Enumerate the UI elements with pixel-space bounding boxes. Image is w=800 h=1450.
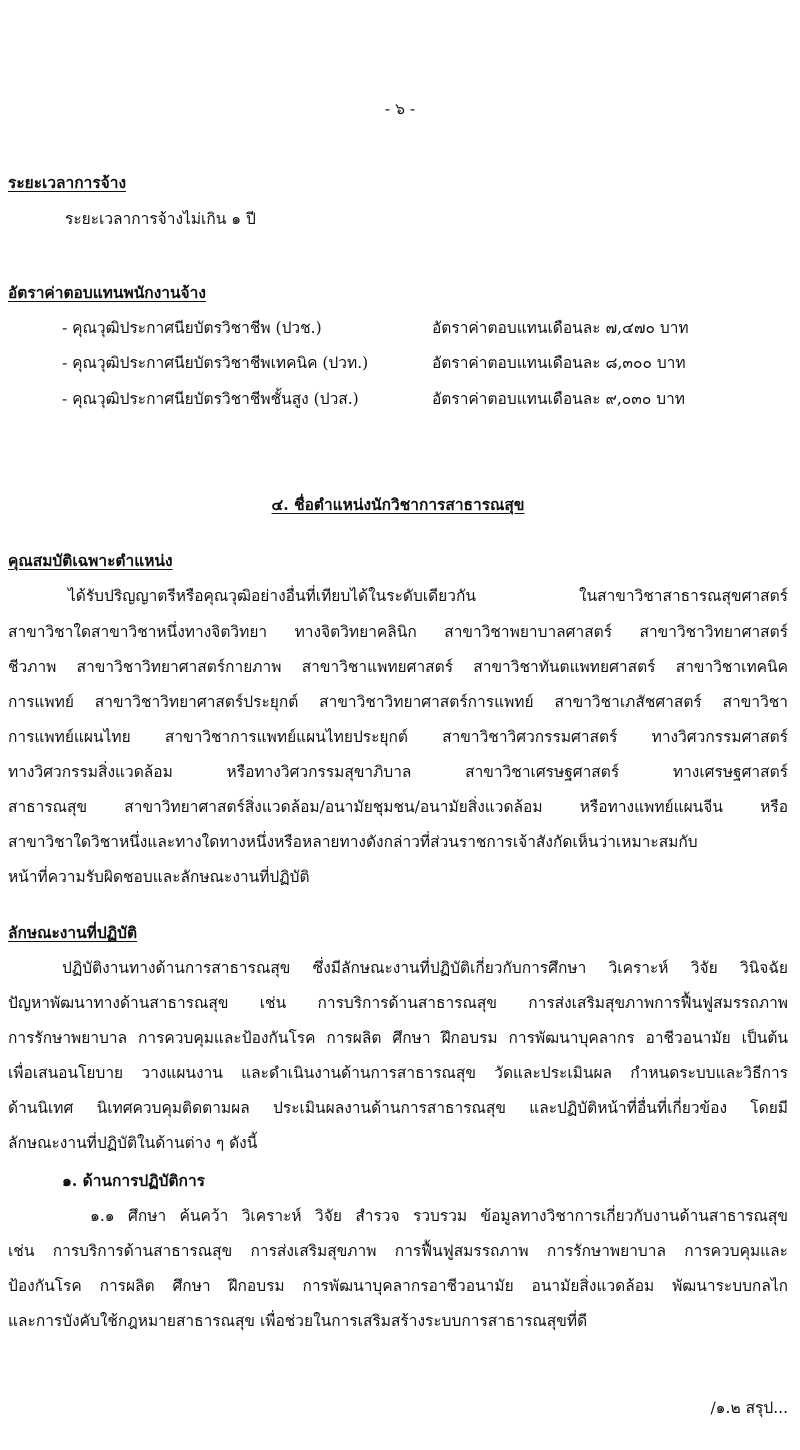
duties-line: เพื่อเสนอนโยบาย วางแผนงาน และดำเนินงานด้านการสาธารณสุข วัดและประเมินผล กำหนดระบบและวิธีการ <box>8 1064 788 1082</box>
operations-item-line: เช่น การบริการด้านสาธารณสุข การส่งเสริมสุขภาพ การฟื้นฟูสมรรถภาพ การรักษาพยาบาล การควบคุมและ <box>8 1242 788 1260</box>
qualifications-line: สาขาวิชาใดสาขาวิชาหนึ่งทางจิตวิทยา ทางจิตวิทยาคลินิก สาขาวิชาพยาบาลศาสตร์ สาขาวิชาวิทยาศาสตร์ <box>8 623 788 641</box>
operations-item-line: ๑.๑ ศึกษา ค้นคว้า วิเคราะห์ วิจัย สำรวจ รวบรวม ข้อมูลทางวิชาการเกี่ยวกับงานด้านสาธารณสุข <box>90 1207 788 1225</box>
operations-item-line: ป้องกันโรค การผลิต ศึกษา ฝึกอบรม การพัฒนาบุคลากรอาชีวอนามัย อนามัยสิ่งแวดล้อม พัฒนาระบบกลไก <box>8 1277 788 1295</box>
compensation-rate: อัตราค่าตอบแทนเดือนละ ๗,๔๗๐ บาท <box>432 319 689 337</box>
employment-period-heading: ระยะเวลาการจ้าง <box>8 173 127 192</box>
compensation-qualification: - คุณวุฒิประกาศนียบัตรวิชาชีพเทคนิค (ปวท.) <box>62 354 369 372</box>
duties-line: ปฏิบัติงานทางด้านการสาธารณสุข ซึ่งมีลักษณะงานที่ปฏิบัติเกี่ยวกับการศึกษา วิเคราะห์ วิจัย วินิจฉัย <box>62 959 788 977</box>
qualifications-line: ได้รับปริญญาตรีหรือคุณวุฒิอย่างอื่นที่เทียบได้ในระดับเดียวกัน ในสาขาวิชาสาธารณสุขศาสตร์ <box>68 587 788 605</box>
compensation-qualification: - คุณวุฒิประกาศนียบัตรวิชาชีพ (ปวช.) <box>62 319 322 337</box>
qualifications-line: การแพทย์แผนไทย สาขาวิชาการแพทย์แผนไทยประยุกต์ สาขาวิชาวิศวกรรมศาสตร์ ทางวิศวกรรมศาสตร์ <box>8 728 788 746</box>
compensation-rate: อัตราค่าตอบแทนเดือนละ ๘,๓๐๐ บาท <box>432 354 686 372</box>
position-title: ๔. ชื่อตำแหน่งนักวิชาการสาธารณสุข <box>271 495 525 514</box>
compensation-qualification: - คุณวุฒิประกาศนียบัตรวิชาชีพชั้นสูง (ปวส.) <box>62 390 359 408</box>
page-number: - ๖ - <box>384 100 416 118</box>
qualifications-line: การแพทย์ สาขาวิชาวิทยาศาสตร์ประยุกต์ สาขาวิชาวิทยาศาสตร์การแพทย์ สาขาวิชาเภสัชศาสตร์ สาขาวิชา <box>8 693 788 711</box>
duties-line: ลักษณะงานที่ปฏิบัติในด้านต่าง ๆ ดังนี้ <box>8 1134 258 1152</box>
duties-line: ด้านนิเทศ นิเทศควบคุมติดตามผล ประเมินผลงานด้านการสาธารณสุข และปฏิบัติหน้าที่อื่นที่เกี่ยวข้อง โดยมี <box>8 1099 788 1117</box>
duties-line: การรักษาพยาบาล การควบคุมและป้องกันโรค การผลิต ศึกษา ฝึกอบรม การพัฒนาบุคลากร อาชีวอนามัย เป็นต้น <box>8 1029 788 1047</box>
employment-period-text: ระยะเวลาการจ้างไม่เกิน ๑ ปี <box>65 210 256 228</box>
qualifications-line: ชีวภาพ สาขาวิชาวิทยาศาสตร์กายภาพ สาขาวิชาแพทยศาสตร์ สาขาวิชาทันตแพทยศาสตร์ สาขาวิชาเทคนิค <box>8 658 788 676</box>
operations-subheading: ๑. ด้านการปฏิบัติการ <box>62 1171 205 1190</box>
operations-item-line: และการบังคับใช้กฎหมายสาธารณสุข เพื่อช่วยในการเสริมสร้างระบบการสาธารณสุขที่ดี <box>8 1312 588 1330</box>
continuation-note: /๑.๒ สรุป... <box>710 1399 788 1417</box>
qualifications-heading: คุณสมบัติเฉพาะตำแหน่ง <box>8 551 173 570</box>
duties-line: ปัญหาพัฒนาทางด้านสาธารณสุข เช่น การบริการด้านสาธารณสุข การส่งเสริมสุขภาพการฟื้นฟูสมรรถภาพ <box>8 994 788 1012</box>
compensation-heading: อัตราค่าตอบแทนพนักงานจ้าง <box>8 283 206 302</box>
compensation-rate: อัตราค่าตอบแทนเดือนละ ๙,๐๓๐ บาท <box>432 390 685 408</box>
qualifications-line: สาขาวิชาใดวิชาหนึ่งและทางใดทางหนึ่งหรือหลายทางดังกล่าวที่ส่วนราชการเจ้าสังกัดเห็นว่าเหมาะสมกับ <box>8 833 698 851</box>
qualifications-line: สาธารณสุข สาขาวิทยาศาสตร์สิ่งแวดล้อม/อนามัยชุมชน/อนามัยสิ่งแวดล้อม หรือทางแพทย์แผนจีน หรือ <box>8 798 788 816</box>
duties-heading: ลักษณะงานที่ปฏิบัติ <box>8 923 138 942</box>
qualifications-line: หน้าที่ความรับผิดชอบและลักษณะงานที่ปฏิบัติ <box>8 868 310 886</box>
qualifications-line: ทางวิศวกรรมสิ่งแวดล้อม หรือทางวิศวกรรมสุขาภิบาล สาขาวิชาเศรษฐศาสตร์ ทางเศรษฐศาสตร์ <box>8 763 788 781</box>
